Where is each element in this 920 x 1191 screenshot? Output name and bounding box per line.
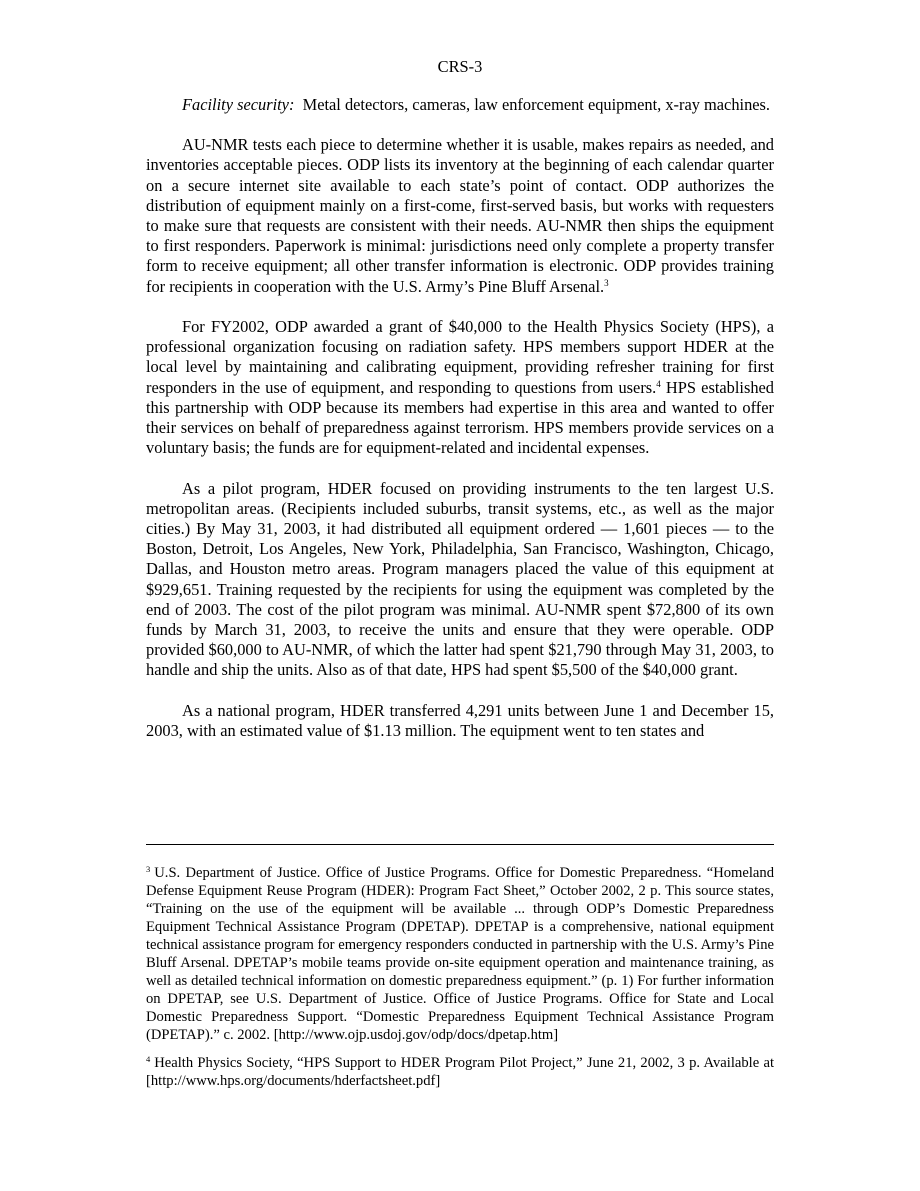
footnote-ref-3[interactable]: 3 xyxy=(604,277,609,288)
footnote-text: Health Physics Society, “HPS Support to HDER Program Pilot Project,” June 21, 2002, 3 p. Available at [http://www.hps.org/documents/hderfactsheet.pdf] xyxy=(146,1055,774,1089)
footnote-4 xyxy=(146,1054,774,1090)
footnote-marker: 3 xyxy=(146,864,151,874)
paragraph-text: AU-NMR tests each piece to determine whether it is usable, makes repairs as needed, and inventories acceptable pieces. ODP lists its inventory at the beginning of each calendar quarter on a secure internet site available to each state’s point of contact. ODP authorizes the distribution of equipment mainly on a first-come, first-served basis, but works with requesters to make sure that requests are consistent with their needs. AU-NMR then ships the equipment to first responders. Paperwork is minimal: jurisdictions need only complete a property transfer form to receive equipment; all other transfer information is electronic. ODP provides training for recipients in cooperation with the U.S. Army’s Pine Bluff Arsenal. xyxy=(146,135,774,296)
paragraph-au-nmr xyxy=(146,135,774,297)
paragraph-text-continued: HPS established this partnership with ODP because its members had expertise in this area and wanted to offer their services on behalf of preparedness against terrorism. HPS members provide services on a voluntary basis; the funds are for equipment-related and incidental expenses. xyxy=(146,377,775,458)
paragraph-text: As a national program, HDER transferred 4,291 units between June 1 and December 15, 2003, with an estimated value of $1.13 million. The equipment went to ten states and xyxy=(146,700,774,741)
paragraph-national-program xyxy=(146,701,774,741)
body-text xyxy=(146,95,774,761)
footnote-marker: 4 xyxy=(146,1054,151,1064)
item-text: Metal detectors, cameras, law enforcement equipment, x-ray machines. xyxy=(302,95,771,114)
footnote-ref-4[interactable]: 4 xyxy=(656,378,661,389)
footnotes xyxy=(146,864,774,1100)
footnote-text: U.S. Department of Justice. Office of Justice Programs. Office for Domestic Preparedness. “Homeland Defense Equipment Reuse Program (HDER): Program Fact Sheet,” October 2002, 2 p. This source states, “Training on the use of the equipment will be available ... through ODP’s Domestic Preparedness Equipment Technical Assistance Program (DPETAP). DPETAP is a comprehensive, national equipment technical assistance program for emergency responders conducted in partnership with the U.S. Army’s Pine Bluff Arsenal. DPETAP’s mobile teams provide on-site equipment operation and maintenance training, as well as detailed technical information on domestic preparedness equipment.” (p. 1) For further information on DPETAP, see U.S. Department of Justice. Office of Justice Programs. Office for State and Local Domestic Preparedness Support. “Domestic Preparedness Equipment Technical Assistance Program (DPETAP).” c. 2002. [http://www.ojp.usdoj.gov/odp/docs/dpetap.htm] xyxy=(146,865,774,1043)
facility-security-item xyxy=(182,95,774,115)
paragraph-text: For FY2002, ODP awarded a grant of $40,000 to the Health Physics Society (HPS), a professional organization focusing on radiation safety. HPS members support HDER at the local level by maintaining and calibrating equipment, providing refresher training for first responders in the use of equipment, and responding to questions from users. xyxy=(146,317,774,397)
item-lead: Facility security: xyxy=(182,95,295,114)
footnote-3 xyxy=(146,864,774,1044)
paragraph-hps-grant xyxy=(146,317,774,458)
page-header: CRS-3 xyxy=(437,57,483,76)
paragraph-text: As a pilot program, HDER focused on providing instruments to the ten largest U.S. metropolitan areas. (Recipients included suburbs, transit systems, etc., as well as the major cities.) By May 31, 2003, it had distributed all equipment ordered — 1,601 pieces — to the Boston, Detroit, Los Angeles, New York, Philadelphia, San Francisco, Washington, Chicago, Dallas, and Houston metro areas. Program managers placed the value of this equipment at $929,651. Training requested by the recipients for using the equipment was completed by the end of 2003. The cost of the pilot program was minimal. AU-NMR spent $72,800 of its own funds by March 31, 2003, to receive the units and ensure that they were operable. ODP provided $60,000 to AU-NMR, of which the latter had spent $21,790 through May 31, 2003, to handle and ship the units. Also as of that date, HPS had spent $5,500 of the $40,000 grant. xyxy=(146,478,774,680)
paragraph-pilot-program xyxy=(146,479,774,681)
footnote-divider xyxy=(146,844,774,845)
